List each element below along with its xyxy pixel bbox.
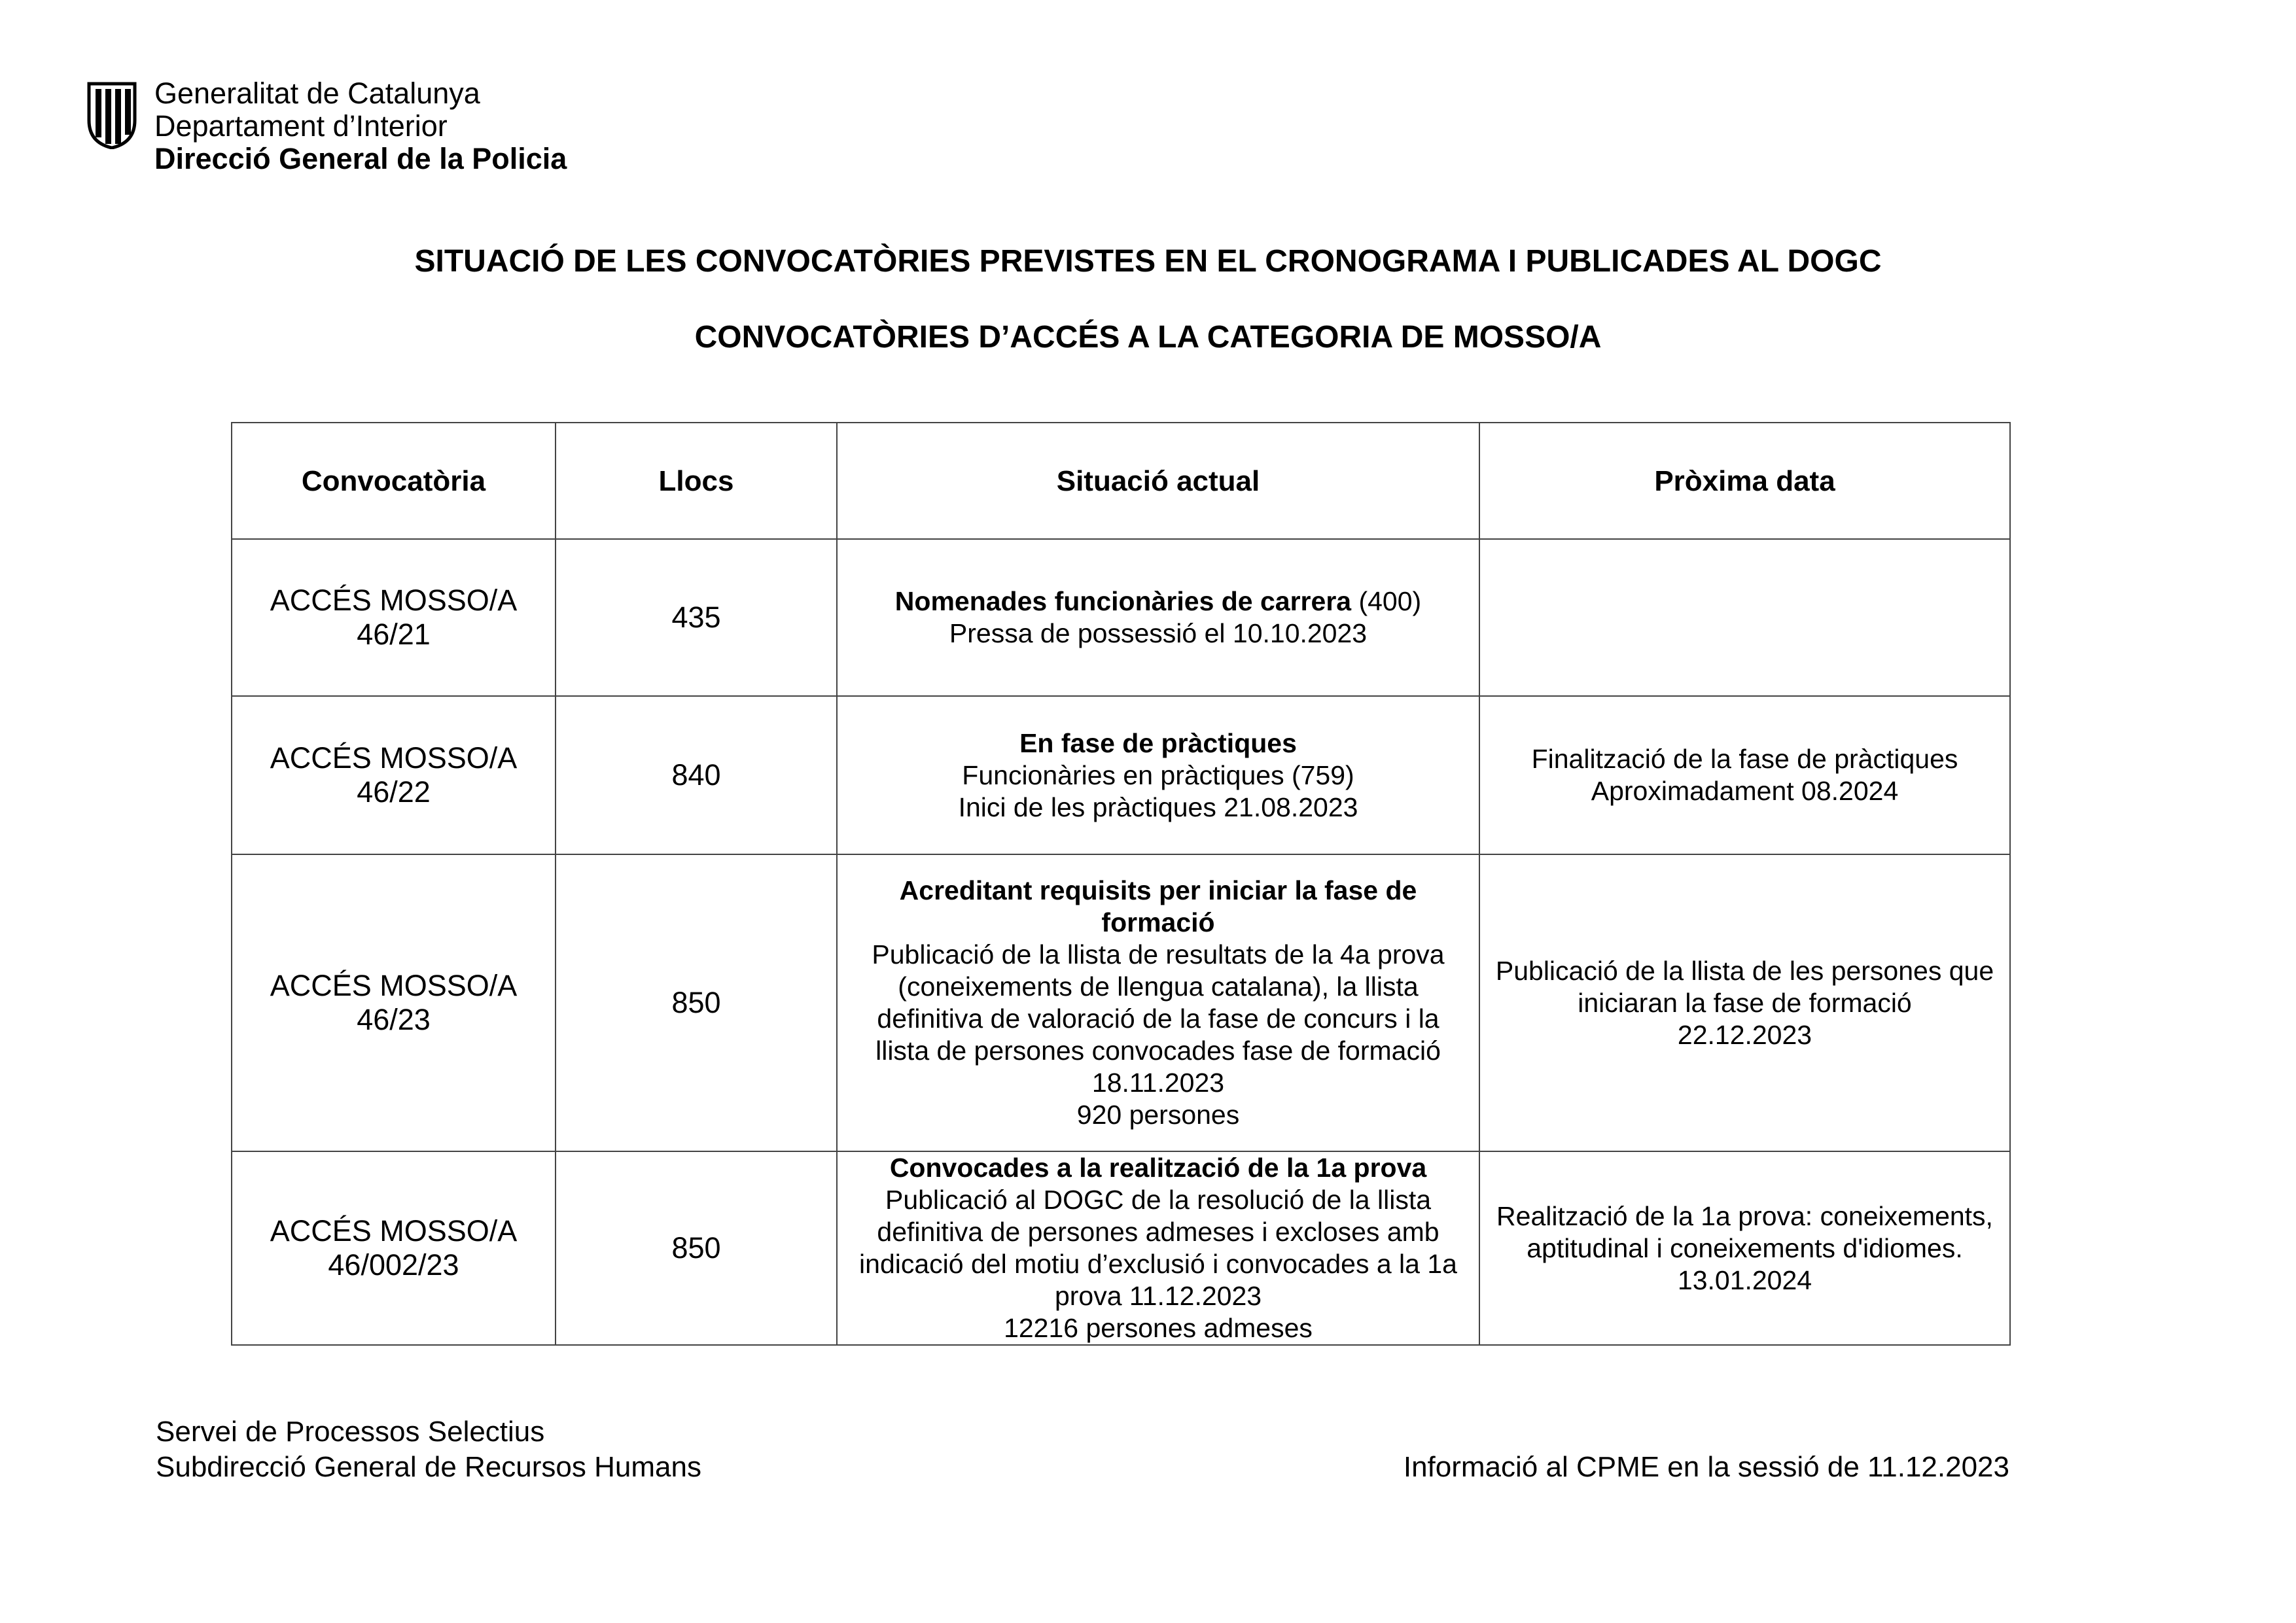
- cell-situacio: [837, 854, 1479, 1151]
- cell-convocatoria: [232, 539, 556, 696]
- situacio-count: (400): [1351, 586, 1422, 616]
- situacio-date: 18.11.2023: [1091, 1068, 1225, 1098]
- cell-llocs: 840: [556, 696, 837, 854]
- situacio-detail: Publicació de la llista de resultats de la 4a prova (coneixements de llengua catalana), la llista definitiva de valoració de la fase de concurs i la llista de persones convocades fase de formació: [872, 939, 1445, 1066]
- footer-session-info: Informació al CPME en la sessió de 11.12.2023: [1403, 1451, 2009, 1483]
- situacio-count: 920 persones: [1076, 1100, 1240, 1130]
- proxima-date: 22.12.2023: [1677, 1019, 1812, 1050]
- situacio-status: En fase de pràctiques: [1019, 727, 1297, 758]
- table-row: [232, 539, 2010, 696]
- situacio-status: Convocades a la realització de la 1a prova: [889, 1153, 1427, 1183]
- table-row: [232, 696, 2010, 854]
- cell-situacio: [837, 539, 1479, 696]
- footer-service: [156, 1414, 701, 1485]
- situacio-detail: Funcionàries en pràctiques (759): [962, 759, 1354, 790]
- table-header-row: [232, 423, 2010, 539]
- org-line-department: Departament d’Interior: [154, 109, 448, 143]
- generalitat-logo-icon: [84, 80, 140, 149]
- column-header-situacio: Situació actual: [837, 423, 1479, 539]
- document-subtitle: CONVOCATÒRIES D’ACCÉS A LA CATEGORIA DE MOSSO/A: [694, 320, 1602, 355]
- cell-llocs: 850: [556, 1151, 837, 1345]
- situacio-detail: Inici de les pràctiques 21.08.2023: [958, 792, 1358, 822]
- convocatoria-code: 46/23: [357, 1003, 431, 1036]
- situacio-detail: Pressa de possessió el 10.10.2023: [949, 618, 1368, 648]
- convocatoria-code: 46/22: [357, 775, 431, 809]
- proxima-date: 13.01.2024: [1677, 1265, 1812, 1295]
- table-row: [232, 854, 2010, 1151]
- cell-proxima-data: [1479, 1151, 2010, 1345]
- situacio-detail: Publicació al DOGC de la resolució de la llista definitiva de persones admeses i excloses amb indicació del motiu d’exclusió i convocades a la 1a prova 11.12.2023: [859, 1185, 1457, 1311]
- convocatoria-code: 46/002/23: [328, 1248, 459, 1282]
- convocatoria-code: 46/21: [357, 618, 431, 651]
- proxima-detail: Realització de la 1a prova: coneixements, aptitudinal i coneixements d'idiomes.: [1496, 1200, 1993, 1263]
- cell-proxima-data: [1479, 539, 2010, 696]
- proxima-detail: Publicació de la llista de les persones que iniciaran la fase de formació: [1495, 955, 1994, 1018]
- situacio-status: Nomenades funcionàries de carrera: [894, 586, 1352, 616]
- column-header-convocatoria: Convocatòria: [232, 423, 556, 539]
- situacio-status: Acreditant requisits per iniciar la fase de formació: [899, 875, 1417, 937]
- cell-convocatoria: [232, 1151, 556, 1345]
- column-header-llocs: Llocs: [556, 423, 837, 539]
- footer-service-name: Servei de Processos Selectius: [156, 1416, 545, 1448]
- convocatoria-name: ACCÉS MOSSO/A: [270, 584, 518, 617]
- convocatoria-name: ACCÉS MOSSO/A: [270, 741, 518, 775]
- cell-proxima-data: [1479, 854, 2010, 1151]
- org-line-direction: Direcció General de la Policia: [154, 142, 567, 175]
- cell-llocs: 850: [556, 854, 837, 1151]
- footer-subdirection-name: Subdirecció General de Recursos Humans: [156, 1451, 701, 1483]
- convocatoria-name: ACCÉS MOSSO/A: [270, 969, 518, 1002]
- column-header-proxima-data: Pròxima data: [1479, 423, 2010, 539]
- convocatories-table: [231, 422, 2011, 1346]
- situacio-count: 12216 persones admeses: [1004, 1313, 1313, 1343]
- cell-proxima-data: [1479, 696, 2010, 854]
- cell-convocatoria: [232, 696, 556, 854]
- cell-situacio: [837, 696, 1479, 854]
- cell-convocatoria: [232, 854, 556, 1151]
- situacio-heading: [851, 585, 1466, 618]
- proxima-detail: Finalització de la fase de pràctiques: [1531, 744, 1958, 774]
- convocatoria-name: ACCÉS MOSSO/A: [270, 1214, 518, 1248]
- cell-llocs: 435: [556, 539, 837, 696]
- organization-name: [154, 77, 567, 175]
- cell-situacio: [837, 1151, 1479, 1345]
- document-title: SITUACIÓ DE LES CONVOCATÒRIES PREVISTES EN EL CRONOGRAMA I PUBLICADES AL DOGC: [414, 244, 1882, 279]
- proxima-date: Aproximadament 08.2024: [1591, 776, 1899, 806]
- letterhead: [84, 77, 567, 175]
- org-line-generalitat: Generalitat de Catalunya: [154, 77, 480, 110]
- table-row: [232, 1151, 2010, 1345]
